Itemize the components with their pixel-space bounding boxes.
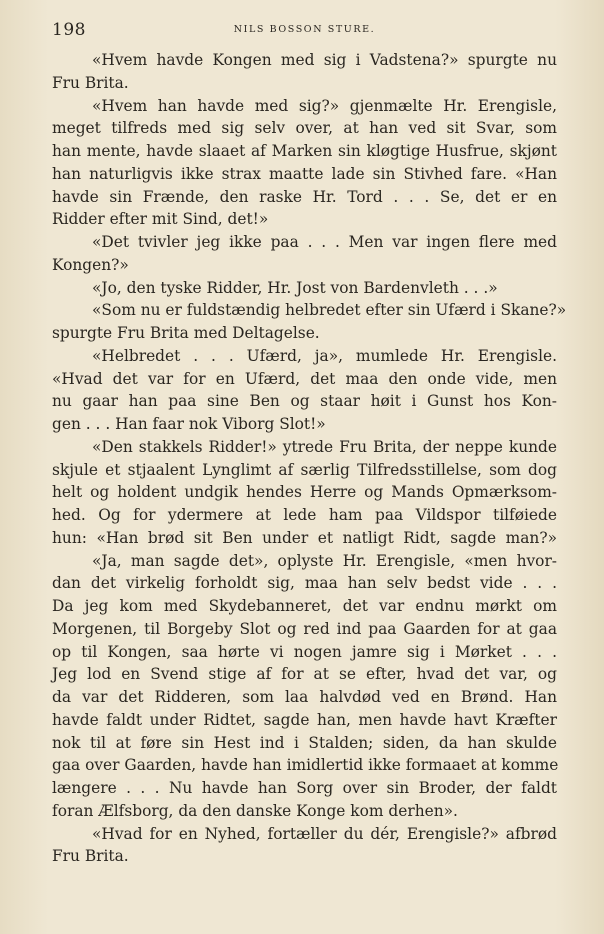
text-line: han mente, havde slaaet af Marken sin kløgtige Husfrue, skjønt: [52, 142, 557, 160]
text-line: Ridder efter mit Sind, det!»: [52, 210, 269, 229]
text-line: hed. Og for ydermere at lede ham paa Vildspor tilføiede: [52, 506, 557, 524]
text-line: «Som nu er fuldstændig helbredet efter sin Ufærd i Skane?»: [92, 301, 567, 320]
text-line: «Hvem han havde med sig?» gjenmælte Hr. Erengisle,: [92, 96, 557, 115]
text-line: Fru Brita.: [52, 847, 129, 866]
text-line: nok til at føre sin Hest ind i Stalden; siden, da han skulde: [52, 733, 557, 752]
text-line: nu gaar han paa sine Ben og staar høit i Gunst hos Kon-: [52, 392, 557, 411]
text-line: hun: «Han brød sit Ben under et natligt Ridt, sagde man?»: [52, 528, 557, 547]
text-line: Kongen?»: [52, 255, 129, 274]
text-line: Da jeg kom med Skydebanneret, det var endnu mørkt om: [52, 597, 557, 615]
text-line: han naturligvis ikke strax maatte lade sin Stivhed fare. «Han: [52, 164, 557, 183]
text-line: gen . . . Han faar nok Viborg Slot!»: [52, 415, 326, 433]
text-line: foran Ælfsborg, da den danske Konge kom derhen».: [52, 801, 458, 820]
body-text: [52, 49, 567, 868]
text-line: «Hvad det var for en Ufærd, det maa den onde vide, men: [52, 369, 557, 388]
text-line: «Hvem havde Kongen med sig i Vadstena?» spurgte nu: [92, 51, 557, 69]
text-line: Fru Brita.: [52, 73, 129, 92]
page-number: 198: [52, 20, 86, 40]
text-line: længere . . . Nu havde han Sorg over sin Broder, der faldt: [52, 779, 557, 797]
text-line: Jeg lod en Svend stige af for at se efter, hvad det var, og: [52, 665, 557, 684]
text-line: «Det tvivler jeg ikke paa . . . Men var ingen flere med: [92, 233, 557, 251]
text-line: havde sin Frænde, den raske Hr. Tord . . . Se, det er en: [52, 187, 557, 206]
text-line: skjule et stjaalent Lynglimt af særlig Tilfredsstillelse, som dog: [52, 460, 557, 479]
text-line: havde faldt under Ridtet, sagde han, men havde havt Kræfter: [52, 710, 557, 729]
page-header: [52, 20, 557, 44]
text-line: «Jo, den tyske Ridder, Hr. Jost von Bardenvleth . . .»: [92, 278, 498, 297]
text-line: spurgte Fru Brita med Deltagelse.: [52, 324, 320, 342]
text-line: helt og holdent undgik hendes Herre og Mands Opmærksom-: [52, 483, 557, 502]
text-line: meget tilfreds med sig selv over, at han ved sit Svar, som: [52, 119, 557, 138]
text-line: «Helbredet . . . Ufærd, ja», mumlede Hr. Erengisle.: [92, 346, 557, 365]
text-line: «Ja, man sagde det», oplyste Hr. Erengisle, «men hvor-: [92, 551, 557, 570]
text-line: gaa over Gaarden, havde han imidlertid ikke formaaet at komme: [52, 756, 559, 775]
text-line: da var det Ridderen, som laa halvdød ved en Brønd. Han: [52, 688, 557, 706]
text-line: Morgenen, til Borgeby Slot og red ind paa Gaarden for at gaa: [52, 619, 557, 638]
text-line: op til Kongen, saa hørte vi nogen jamre sig i Mørket . . .: [52, 642, 557, 661]
text-line: «Hvad for en Nyhed, fortæller du dér, Erengisle?» afbrød: [92, 824, 557, 843]
text-line: «Den stakkels Ridder!» ytrede Fru Brita, der neppe kunde: [92, 437, 557, 456]
text-line: dan det virkelig forholdt sig, maa han selv bedst vide . . .: [52, 574, 557, 593]
running-head: NILS BOSSON STURE.: [233, 24, 376, 35]
